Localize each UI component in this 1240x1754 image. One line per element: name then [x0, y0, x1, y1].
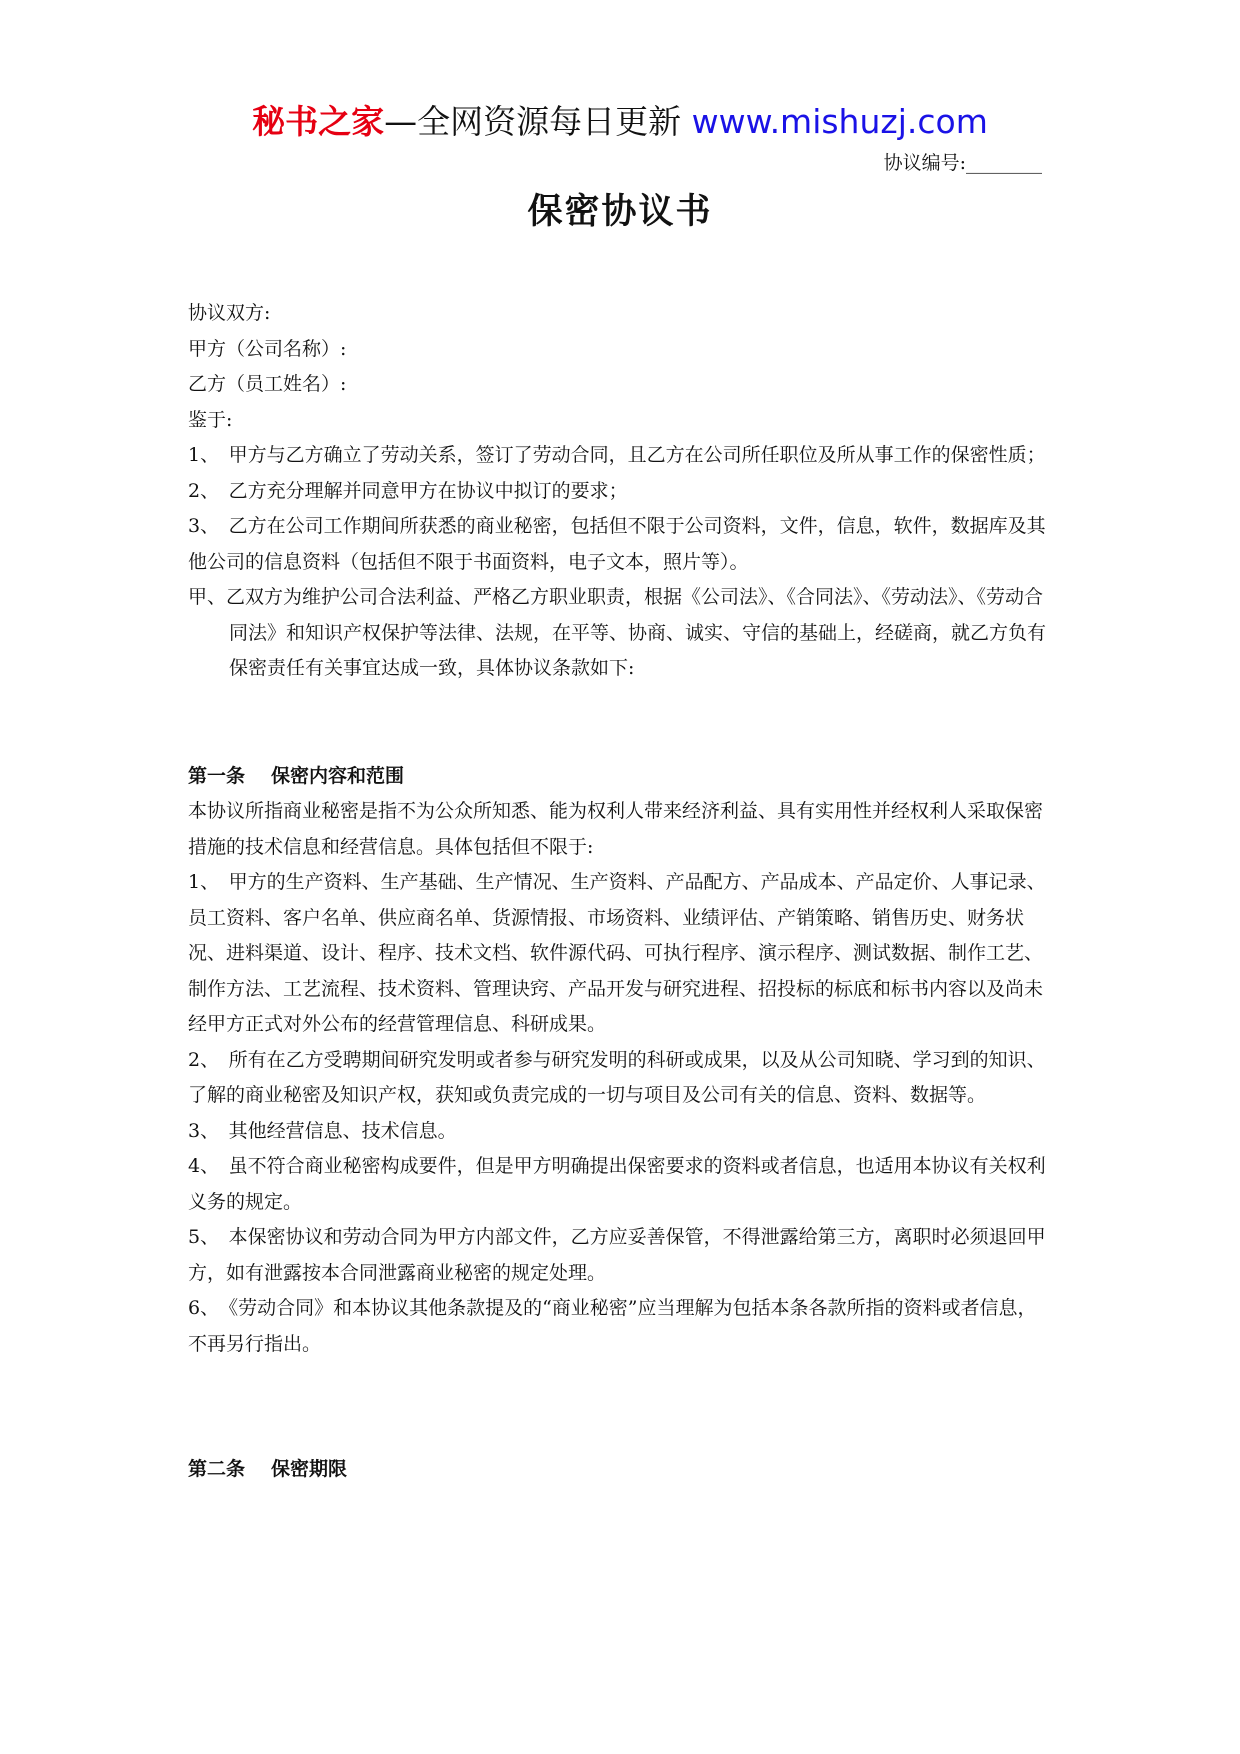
document-body: [188, 296, 1050, 1488]
article-2-title: 保密期限: [271, 1458, 348, 1480]
header-website: www.mishuzj.com: [691, 102, 988, 141]
article-2-number: 第二条: [188, 1458, 246, 1480]
spacer: [188, 687, 1050, 759]
article-2-heading: [188, 1452, 1050, 1488]
recital-item: 3、 乙方在公司工作期间所获悉的商业秘密，包括但不限于公司资料，文件，信息，软件，数据库及其他公司的信息资料（包括但不限于书面资料，电子文本，照片等）。: [188, 515, 1046, 573]
article-1-title: 保密内容和范围: [271, 764, 405, 787]
header-slogan: —全网资源每日更新: [384, 102, 692, 141]
article-1-clause: 2、 所有在乙方受聘期间研究发明或者参与研究发明的科研或成果，以及从公司知晓、学习到的知识、了解的商业秘密及知识产权，获知或负责完成的一切与项目及公司有关的信息、资料、数据等。: [188, 1048, 1046, 1106]
whereas-line: 鉴于:: [188, 408, 233, 431]
header-banner: [0, 98, 1240, 146]
agreement-number-field: 协议编号:________: [883, 152, 1042, 174]
spacer: [188, 1362, 1050, 1452]
article-1-clause: 5、 本保密协议和劳动合同为甲方内部文件，乙方应妥善保管，不得泄露给第三方，离职时必须退回甲方，如有泄露按本合同泄露商业秘密的规定处理。: [188, 1226, 1046, 1284]
article-1-intro: 本协议所指商业秘密是指不为公众所知悉、能为权利人带来经济利益、具有实用性并经权利人采取保密措施的技术信息和经营信息。具体包括但不限于:: [188, 800, 1044, 858]
recital-item: 2、 乙方充分理解并同意甲方在协议中拟订的要求；: [188, 479, 628, 502]
article-1-heading: [188, 759, 1050, 795]
recital-item: 1、 甲方与乙方确立了劳动关系，签订了劳动合同，且乙方在公司所任职位及所从事工作的保密性质；: [188, 444, 1046, 466]
party-a-line: 甲方（公司名称）:: [188, 337, 347, 360]
brand-name: 秘书之家: [252, 102, 385, 141]
document-title: 保密协议书: [527, 192, 713, 232]
article-1-clause: 3、 其他经营信息、技术信息。: [188, 1119, 457, 1142]
article-1-number: 第一条: [188, 764, 246, 787]
article-1-clause: 6、 《劳动合同》和本协议其他条款提及的“商业秘密”应当理解为包括本条各款所指的资料或者信息，不再另行指出。: [188, 1297, 1037, 1355]
article-1-clause: 1、 甲方的生产资料、生产基础、生产情况、生产资料、产品配方、产品成本、产品定价、人事记录、员工资料、客户名单、供应商名单、货源情报、市场资料、业绩评估、产销策略、销售历史、财务状况、进料渠道、设计、程序、技术文档、软件源代码、可执行程序、演示程序、测试数据、制作工艺、制作方法、工艺流程、技术资料、管理诀窍、产品开发与研究进程、招投标的标底和标书内容以及尚未经甲方正式对外公布的经营管理信息、科研成果。: [188, 871, 1046, 1035]
parties-line: 协议双方:: [188, 302, 271, 324]
party-b-line: 乙方（员工姓名）:: [188, 373, 347, 395]
preamble-paragraph: 甲、乙双方为维护公司合法利益、严格乙方职业职责，根据《公司法》、《合同法》、《劳动法》、《劳动合同法》和知识产权保护等法律、法规，在平等、协商、诚实、守信的基础上，经磋商，就乙方负有保密责任有关事宜达成一致，具体协议条款如下:: [188, 586, 1047, 679]
article-1-clause: 4、 虽不符合商业秘密构成要件，但是甲方明确提出保密要求的资料或者信息，也适用本协议有关权利义务的规定。: [188, 1155, 1046, 1213]
